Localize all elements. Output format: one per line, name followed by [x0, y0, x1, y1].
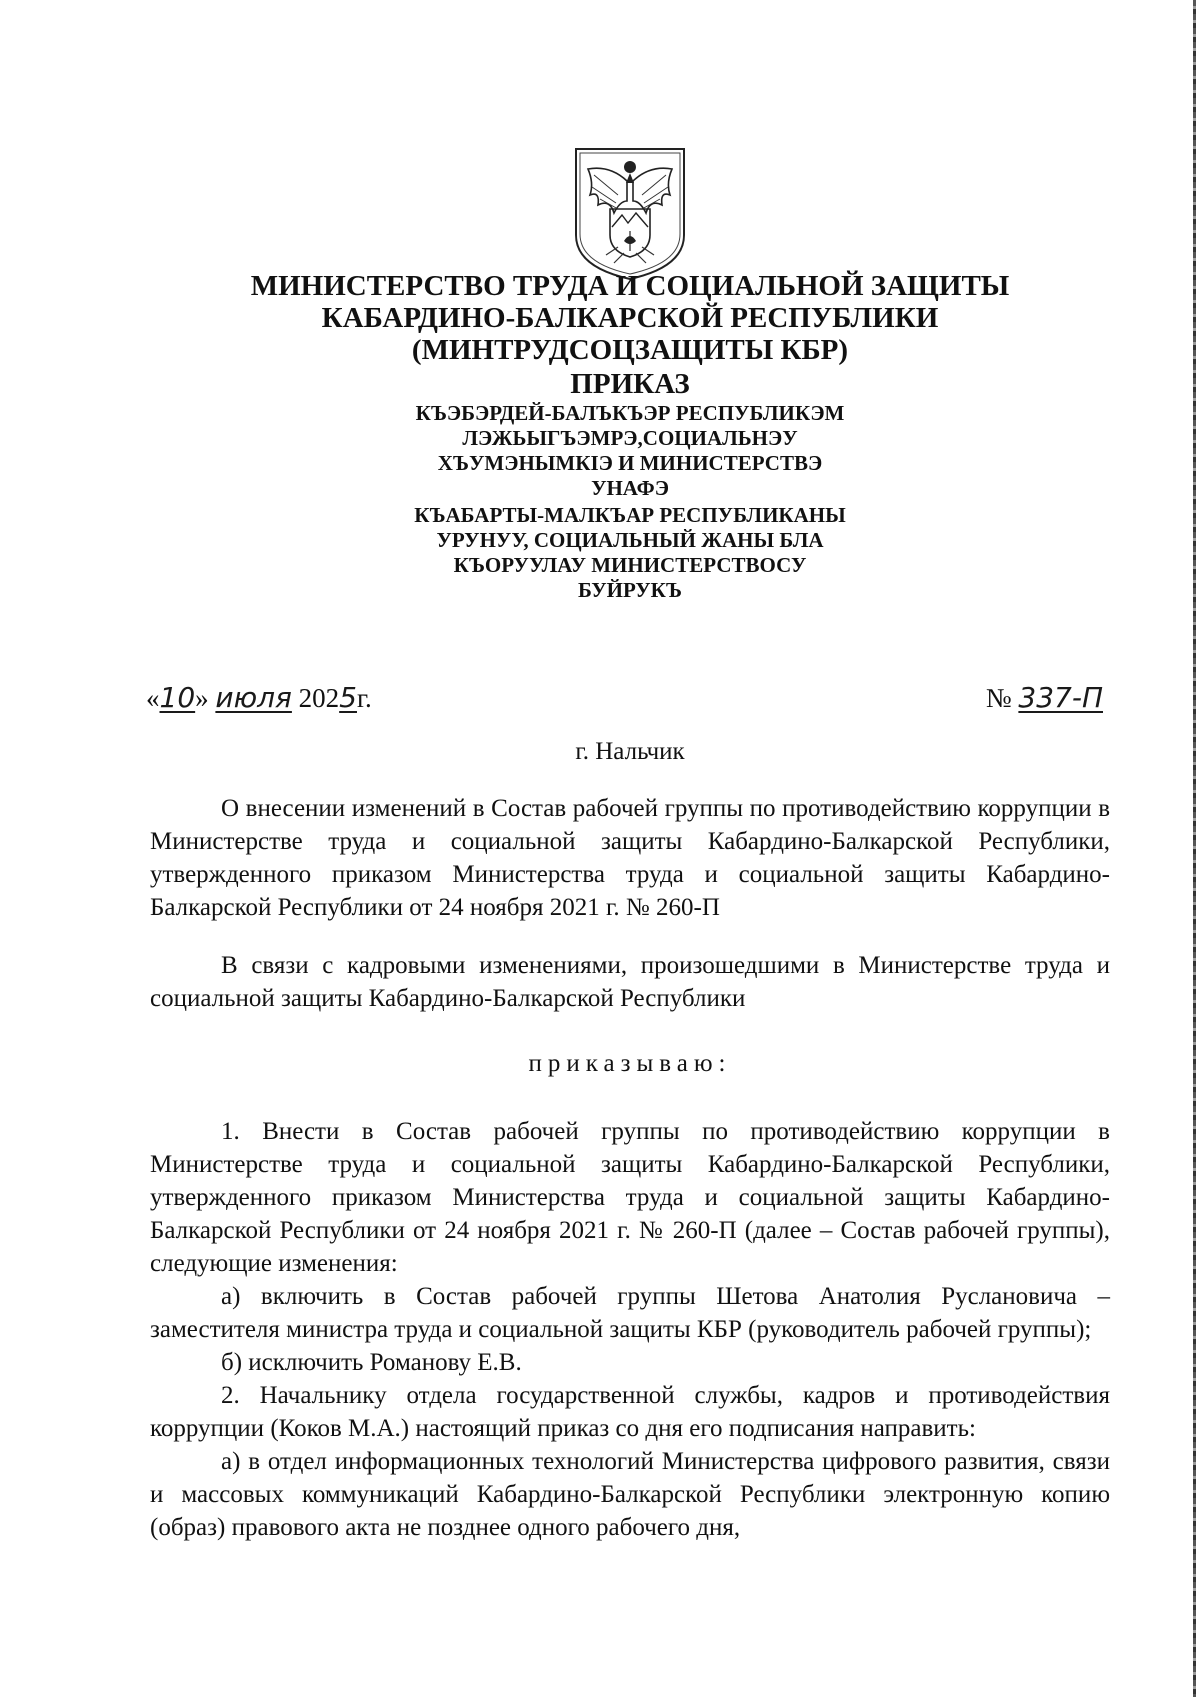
coat-of-arms-icon — [570, 143, 690, 283]
order-item-2a: а) в отдел информационных технологий Министерства цифрового развития, связи и массовых коммуникаций Кабардино-Балкарской Республики электронную копию (образ) правового акта не позднее одного рабочего дня, — [150, 1448, 1110, 1541]
balkar-header-line: БУЙРУКЪ — [578, 578, 682, 602]
balkar-header-line: КЪОРУУЛАУ МИНИСТЕРСТВОСУ — [453, 553, 807, 577]
document-city: г. Нальчик — [575, 738, 685, 765]
date-open-quote: « — [146, 683, 160, 713]
document-date — [146, 681, 372, 714]
kabardian-header-line: ЛЭЖЬЫГЪЭМРЭ,СОЦИАЛЬНЭУ — [462, 426, 798, 450]
order-item-1b: б) исключить Романову Е.В. — [221, 1349, 522, 1376]
number-value: 337-П — [1018, 681, 1103, 714]
number-sign: № — [985, 683, 1012, 713]
balkar-header-line: УРУНУУ, СОЦИАЛЬНЫЙ ЖАНЫ БЛА — [436, 528, 824, 552]
date-day: 10 — [159, 681, 196, 714]
preamble-paragraph: В связи с кадровыми изменениями, произошедшими в Министерстве труда и социальной защиты Кабардино-Балкарской Республики — [150, 952, 1110, 1012]
order-items — [150, 1115, 1110, 1544]
orders-heading: приказываю: — [528, 1050, 732, 1077]
ministry-name-line1: МИНИСТЕРСТВО ТРУДА И СОЦИАЛЬНОЙ ЗАЩИТЫ — [250, 270, 1010, 302]
document-number — [986, 681, 1103, 714]
kabardian-header-line: КЪЭБЭРДЕЙ-БАЛЪКЪЭР РЕСПУБЛИКЭМ — [415, 401, 845, 425]
document-title — [150, 792, 1110, 924]
title-paragraph: О внесении изменений в Состав рабочей группы по противодействию коррупции в Министерстве труда и социальной защиты Кабардино-Балкарской Республики, утвержденного приказом Министерства труда и социальной защиты Кабардино-Балкарской Республики от 24 ноября 2021 г. № 260-П — [150, 795, 1110, 921]
scan-edge — [1193, 0, 1196, 1697]
document-preamble — [150, 949, 1110, 1015]
balkar-header-line: КЪАБАРТЫ-МАЛКЪАР РЕСПУБЛИКАНЫ — [414, 503, 846, 527]
date-close-quote: » — [195, 683, 209, 713]
date-month: июля — [215, 681, 292, 714]
order-item-1a: а) включить в Состав рабочей группы Шетова Анатолия Руслановича – заместителя министра труда и социальной защиты КБР (руководитель рабочей группы); — [150, 1283, 1110, 1343]
date-year-prefix: 202 — [298, 683, 340, 713]
date-year-suffix: 5 — [339, 681, 357, 714]
order-item-1: 1. Внести в Состав рабочей группы по противодействию коррупции в Министерстве труда и социальной защиты Кабардино-Балкарской Республики, утвержденного приказом Министерства труда и социальной защиты Кабардино-Балкарской Республики от 24 ноября 2021 г. № 260-П (далее – Состав рабочей группы), следующие изменения: — [150, 1118, 1110, 1277]
ministry-name-line2: КАБАРДИНО-БАЛКАРСКОЙ РЕСПУБЛИКИ — [321, 302, 939, 334]
order-item-2: 2. Начальнику отдела государственной службы, кадров и противодействия коррупции (Коков М.А.) настоящий приказ со дня его подписания направить: — [150, 1382, 1110, 1442]
document-type: ПРИКАЗ — [570, 368, 690, 400]
kabardian-header-line: УНАФЭ — [591, 476, 669, 500]
date-year-mark: г. — [356, 683, 372, 713]
ministry-short-name: (МИНТРУДСОЦЗАЩИТЫ КБР) — [411, 334, 849, 366]
kabardian-header-line: ХЪУМЭНЫМКIЭ И МИНИСТЕРСТВЭ — [437, 451, 823, 475]
